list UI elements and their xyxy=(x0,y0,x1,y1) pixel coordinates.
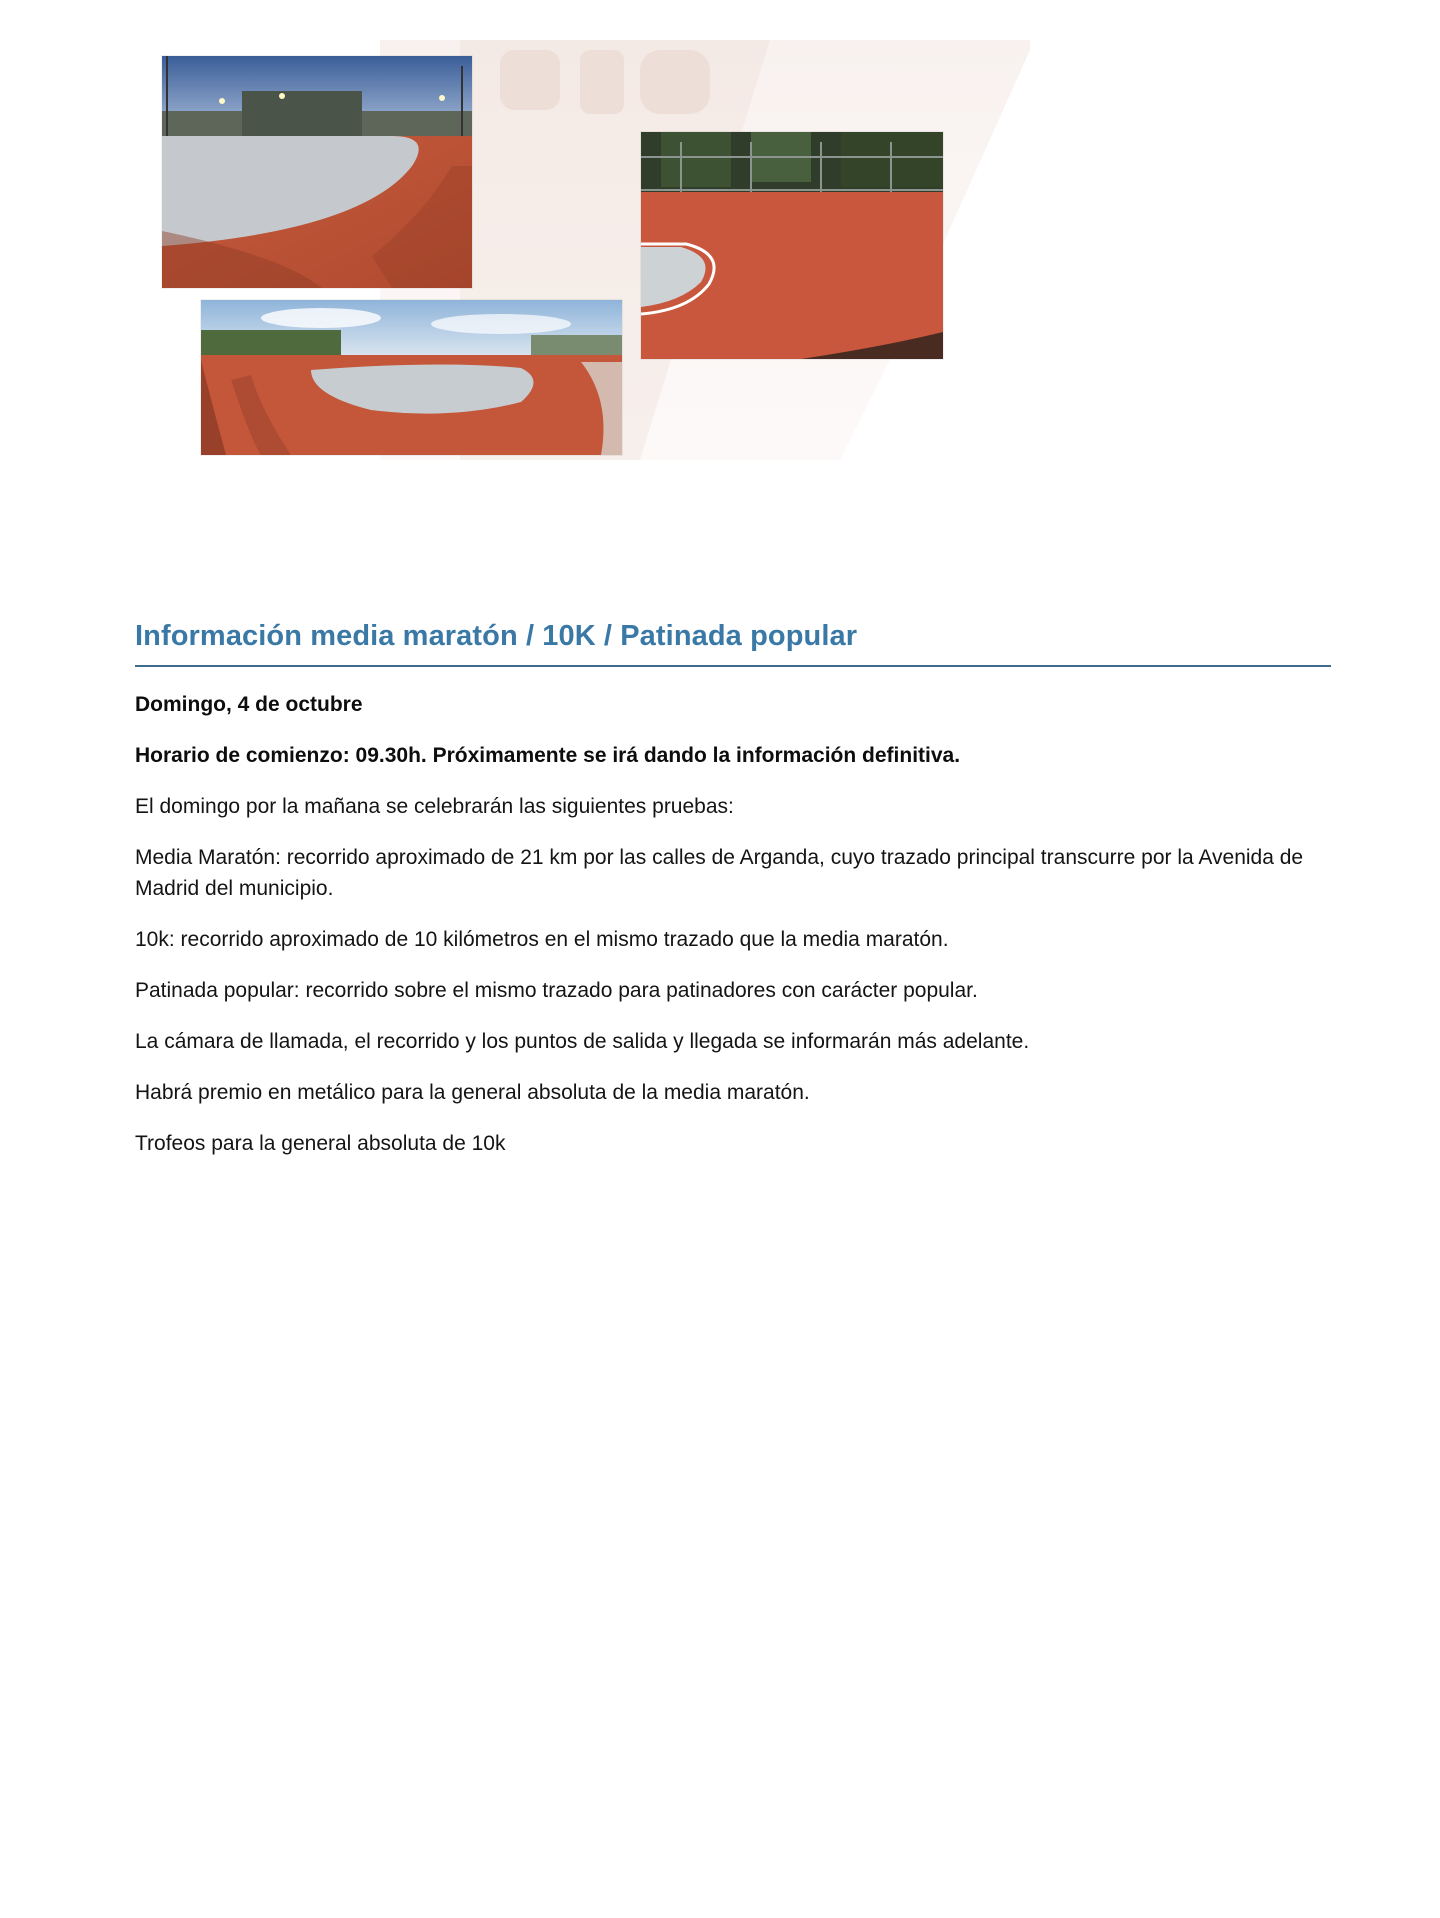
skating-description: Patinada popular: recorrido sobre el mismo trazado para patinadores con carácter popular. xyxy=(135,978,978,1002)
event-date: Domingo, 4 de octubre xyxy=(135,692,363,716)
start-time-notice: Horario de comienzo: 09.30h. Próximamente se irá dando la información definitiva. xyxy=(135,743,961,767)
events-intro: El domingo por la mañana se celebrarán las siguientes pruebas: xyxy=(135,794,734,818)
cash-prize-notice: Habrá premio en metálico para la general absoluta de la media maratón. xyxy=(135,1080,810,1104)
logistics-notice: La cámara de llamada, el recorrido y los puntos de salida y llegada se informarán más adelante. xyxy=(135,1029,1030,1053)
skating-track-evening-photo xyxy=(162,56,472,288)
10k-description: 10k: recorrido aproximado de 10 kilómetros en el mismo trazado que la media maratón. xyxy=(135,927,949,951)
skating-track-curve-photo xyxy=(641,132,943,359)
photo-collage xyxy=(150,40,950,460)
half-marathon-description: Media Maratón: recorrido aproximado de 21 km por las calles de Arganda, cuyo trazado principal transcurre por la Avenida de Madrid del municipio. xyxy=(135,845,1304,900)
document-body xyxy=(135,618,1331,1179)
trophies-notice: Trofeos para la general absoluta de 10k xyxy=(135,1131,506,1155)
skating-track-panorama-photo xyxy=(201,300,622,455)
section-title: Información media maratón / 10K / Patinada popular xyxy=(135,618,1331,667)
